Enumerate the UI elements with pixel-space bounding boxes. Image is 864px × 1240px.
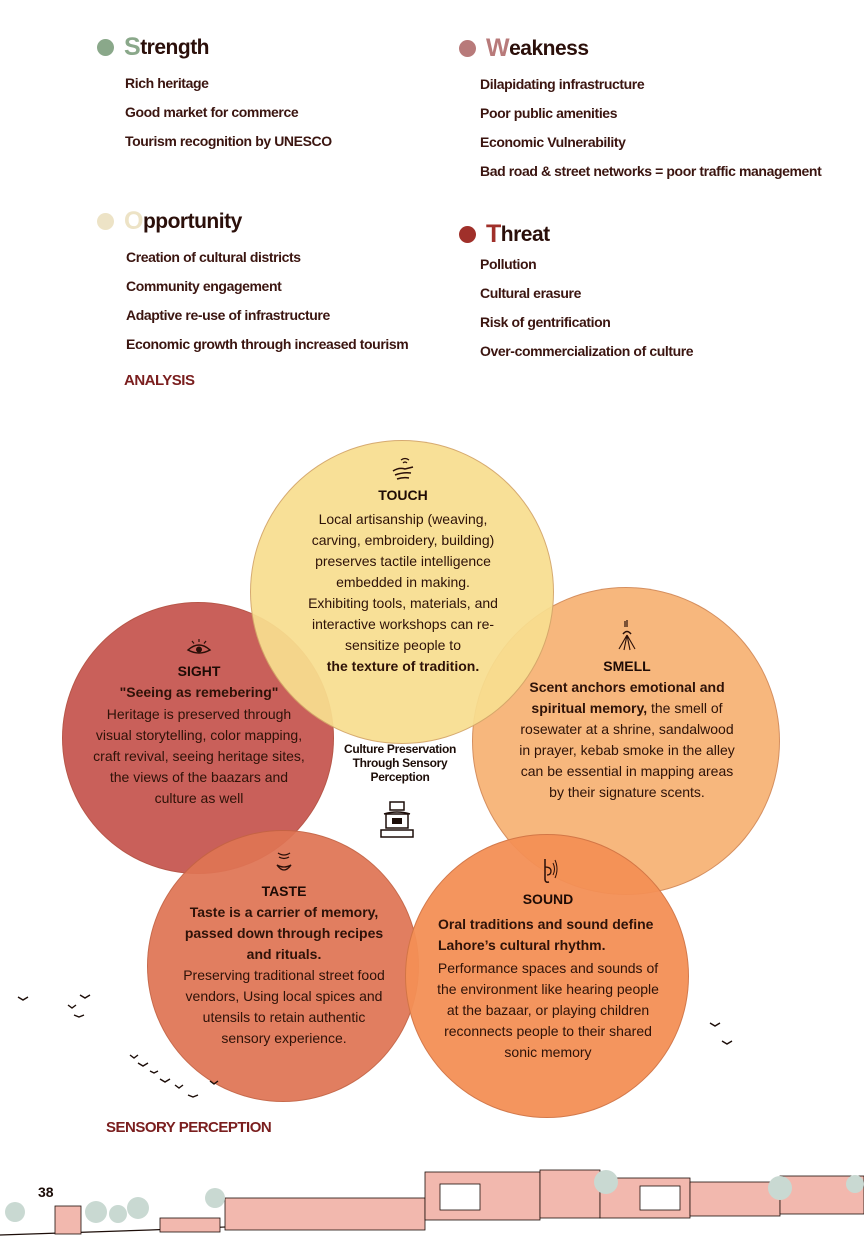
strength-item: Rich heritage [125, 75, 209, 91]
smell-text: the smell of rosewater at a shrine, sandalwood in prayer, kebab smoke in the alley can be essential in mapping areas by their signature scents. [519, 700, 735, 800]
taste-text: Preserving traditional street food vendors, Using local spices and utensils to retain authentic sensory experience. [183, 967, 385, 1046]
threat-title: hreat [500, 222, 550, 246]
sound-text: Performance spaces and sounds of the environment like hearing people at the bazaar, or playing children reconnects people to their shared sonic memory [437, 960, 659, 1060]
swot-threat [459, 220, 693, 359]
strength-item: Good market for commerce [125, 104, 299, 120]
strength-item: Tourism recognition by UNESCO [125, 133, 332, 149]
threat-item: Pollution [480, 256, 537, 272]
taste-bold: Taste is a carrier of memory, passed down through recipes and rituals. [184, 904, 384, 962]
weakness-heading [459, 34, 821, 63]
street-section-illustration [0, 1160, 864, 1240]
smell-bold: Scent anchors emotional and spiritual memory, [529, 679, 725, 716]
threat-item: Risk of gentrification [480, 314, 611, 330]
strength-title: trength [140, 35, 210, 59]
threat-item: Cultural erasure [480, 285, 581, 301]
birds-illustration-right [700, 1015, 760, 1055]
page-number: 38 [38, 1184, 54, 1200]
weakness-item: Economic Vulnerability [480, 134, 626, 150]
swot-opportunity [97, 207, 408, 352]
smell-text-block [517, 618, 737, 803]
threat-item: Over-commercialization of culture [480, 343, 694, 359]
ear-sound-icon [537, 855, 559, 885]
sight-subtitle: "Seeing as remebering" [119, 684, 279, 700]
swot-strength [97, 33, 332, 149]
eye-icon [186, 639, 212, 657]
sight-title: SIGHT [177, 663, 221, 679]
touch-circle [250, 440, 554, 744]
threat-heading [459, 220, 693, 249]
opportunity-item: Creation of cultural districts [126, 249, 301, 265]
weakness-dot [459, 40, 476, 57]
opportunity-letter: O [124, 207, 143, 235]
opportunity-heading [97, 207, 408, 236]
hand-touch-icon [389, 457, 417, 481]
weakness-item: Dilapidating infrastructure [480, 76, 645, 92]
opportunity-item: Adaptive re-use of infrastructure [126, 307, 330, 323]
center-label: Culture Preservation Through Sensory Perception [343, 742, 457, 784]
mouth-taste-icon [273, 851, 295, 877]
strength-letter: S [124, 33, 141, 61]
touch-text-3: the texture of tradition. [326, 658, 480, 674]
strength-dot [97, 39, 114, 56]
weakness-letter: W [486, 34, 510, 62]
swot-weakness [459, 34, 821, 179]
opportunity-item: Economic growth through increased tourism [126, 336, 409, 352]
opportunity-dot [97, 213, 114, 230]
sound-circle [405, 834, 689, 1118]
weakness-item: Bad road & street networks = poor traffic management [480, 163, 822, 179]
threat-dot [459, 226, 476, 243]
taste-title: TASTE [261, 883, 307, 899]
opportunity-item: Community engagement [126, 278, 282, 294]
nose-smell-icon [616, 618, 638, 652]
sound-title: SOUND [522, 891, 574, 907]
touch-title: TOUCH [378, 487, 428, 503]
strength-heading [97, 33, 332, 62]
sight-text: Heritage is preserved through visual storytelling, color mapping, craft revival, seeing heritage sites, the views of the baazars and culture as well [93, 706, 305, 806]
touch-text-2: Exhibiting tools, materials, and interactive workshops can re-sensitize people to [308, 595, 498, 653]
smell-title: SMELL [603, 658, 651, 674]
sensory-perception-label: SENSORY PERCEPTION [106, 1119, 272, 1136]
birds-illustration [10, 985, 250, 1105]
opportunity-title: pportunity [142, 209, 242, 233]
weakness-title: eakness [509, 36, 589, 60]
threat-letter: T [486, 220, 501, 248]
analysis-label: ANALYSIS [124, 372, 195, 389]
monument-icon [378, 800, 416, 840]
sound-bold: Oral traditions and sound define Lahore’s cultural rhythm. [438, 916, 654, 953]
weakness-item: Poor public amenities [480, 105, 618, 121]
touch-text-block [299, 457, 507, 677]
sound-text-block [436, 855, 660, 1063]
touch-text-1: Local artisanship (weaving, carving, embroidery, building) preserves tactile intelligence embedded in making. [311, 511, 495, 590]
